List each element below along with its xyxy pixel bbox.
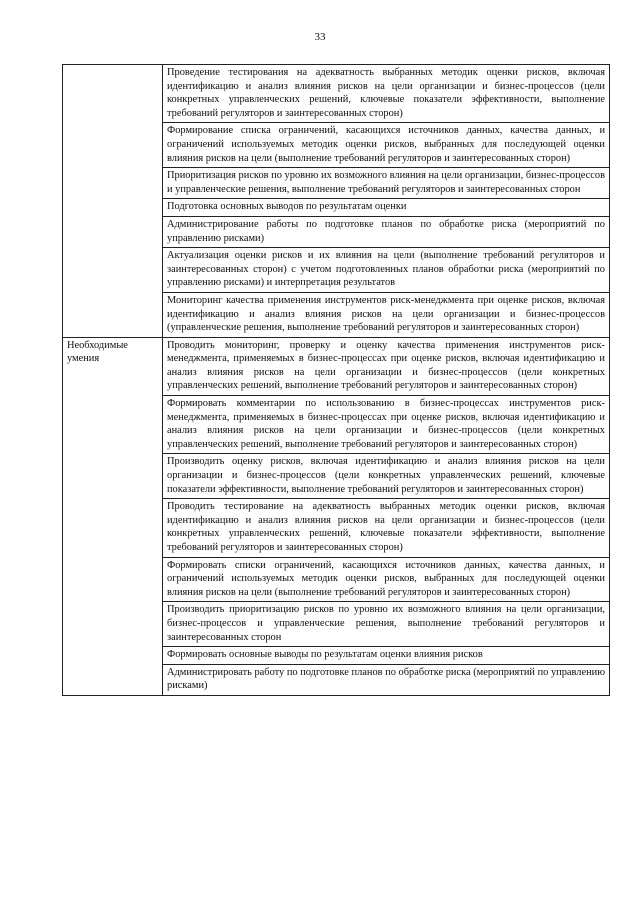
row-label-empty <box>63 65 163 338</box>
skill-item: Формировать списки ограничений, касающихся источников данных, качества данных, и ограничений используемых методик оценки рисков, выбранных для последующей оценки влияния рисков на цели (выполнение требований регуляторов и заинтересованных сторон) <box>163 557 610 602</box>
skill-item: Администрировать работу по подготовке планов по обработке риска (мероприятий по управлению рисками) <box>163 664 610 695</box>
row-label-required-skills: Необходимые умения <box>63 337 163 695</box>
labor-action-item: Мониторинг качества применения инструментов риск-менеджмента при оценке рисков, включая идентификацию и анализ влияния рисков на цели организации и бизнес-процессов (управленческие решения, выполнение требований регуляторов и заинтересованных сторон) <box>163 292 610 337</box>
labor-action-item: Проведение тестирования на адекватность выбранных методик оценки рисков, включая идентификацию и анализ влияния рисков на цели организации и бизнес-процессов (цели конкретных управленческих решений, ключевые показатели эффективности, выполнение требований регуляторов и заинтересованных сторон) <box>163 65 610 123</box>
labor-action-item: Актуализация оценки рисков и их влияния на цели (выполнение требований регуляторов и заинтересованных сторон) с учетом подготовленных планов обработки риска (мероприятий по управлению рисками) и интерпретация результатов <box>163 248 610 293</box>
skill-item: Производить приоритизацию рисков по уровню их возможного влияния на цели организации, бизнес-процессов и управленческие решения, выполнение требований регуляторов и заинтересованных сторон <box>163 602 610 647</box>
table-row <box>63 65 610 123</box>
labor-action-item: Подготовка основных выводов по результатам оценки <box>163 199 610 217</box>
competency-table <box>62 64 610 696</box>
table-row <box>63 337 610 395</box>
labor-action-item: Администрирование работы по подготовке планов по обработке риска (мероприятий по управлению рисками) <box>163 216 610 247</box>
skill-item: Производить оценку рисков, включая идентификацию и анализ влияния рисков на цели организации и бизнес-процессов (цели конкретных управленческих решений, ключевые показатели эффективности, выполнение требований регуляторов и заинтересованных сторон) <box>163 454 610 499</box>
skill-item: Проводить тестирование на адекватность выбранных методик оценки рисков, включая идентификацию и анализ влияния рисков на цели организации и бизнес-процессов (цели конкретных управленческих решений, ключевые показатели эффективности, выполнение требований регуляторов и заинтересованных сторон) <box>163 499 610 557</box>
labor-action-item: Приоритизация рисков по уровню их возможного влияния на цели организации, бизнес-процессов и управленческие решения, выполнение требований регуляторов и заинтересованных сторон <box>163 168 610 199</box>
skill-item: Проводить мониторинг, проверку и оценку качества применения инструментов риск-менеджмента, применяемых в бизнес-процессах при оценке рисков, включая идентификацию и анализ влияния рисков на цели организации и бизнес-процессов (цели конкретных управленческих решений, выполнение требований регуляторов и заинтересованных сторон) <box>163 337 610 395</box>
page-number: 33 <box>314 31 326 43</box>
labor-action-item: Формирование списка ограничений, касающихся источников данных, качества данных, и ограничений используемых методик оценки рисков, выбранных для последующей оценки влияния рисков на цели (выполнение требований регуляторов и заинтересованных сторон) <box>163 123 610 168</box>
skill-item: Формировать комментарии по использованию в бизнес-процессах инструментов риск-менеджмента, применяемых в бизнес-процессах при оценке рисков, включая идентификацию и анализ влияния рисков на цели организации и бизнес-процессов (цели конкретных управленческих решений, выполнение требований регуляторов и заинтересованных сторон) <box>163 396 610 454</box>
skill-item: Формировать основные выводы по результатам оценки влияния рисков <box>163 647 610 665</box>
